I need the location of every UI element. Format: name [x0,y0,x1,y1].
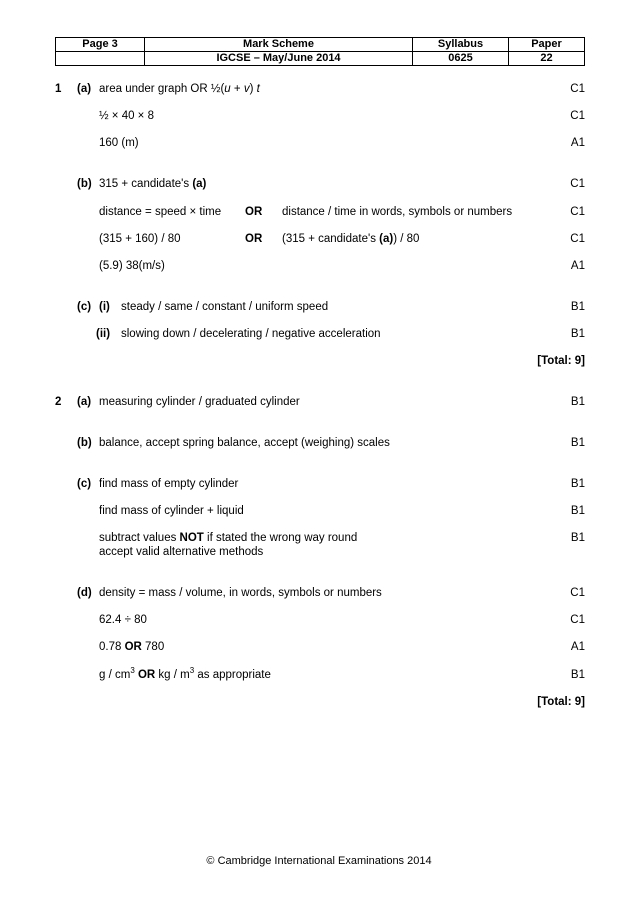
answer-line: 0.78 OR 780 [99,641,165,653]
mark: B1 [570,532,585,544]
answer-line: accept valid alternative methods [99,546,264,558]
mark: C1 [570,110,585,122]
question-number: 2 [55,396,62,408]
mark: B1 [570,396,585,408]
answer-line: 160 (m) [99,137,139,149]
answer-line: (5.9) 38(m/s) [99,260,165,272]
footer-copyright: © Cambridge International Examinations 2014 [206,855,432,867]
header-paper-number: 22 [509,52,585,66]
answer-line: distance = speed × time [99,206,222,218]
mark: B1 [570,669,585,681]
header-syllabus-label: Syllabus [413,38,509,52]
mark: B1 [570,437,585,449]
answer-line: steady / same / constant / uniform speed [121,301,329,313]
header-table [55,37,585,66]
mark: C1 [570,178,585,190]
answer-alternative: (315 + candidate's (a)) / 80 [282,233,420,245]
answer-line: area under graph OR ½(u + v) t [99,83,260,95]
header-syllabus-code: 0625 [413,52,509,66]
answer-line: measuring cylinder / graduated cylinder [99,396,300,408]
answer-line: subtract values NOT if stated the wrong way round [99,532,358,544]
answer-alternative: distance / time in words, symbols or numbers [282,206,513,218]
mark: A1 [570,137,585,149]
answer-line: g / $cm^3$ OR kg / $m^3$ as appropriate [99,666,271,681]
answer-line: 62.4 ÷ 80 [99,614,147,626]
mark: B1 [570,505,585,517]
or-label: OR [245,233,263,245]
header-exam: IGCSE – May/June 2014 [145,52,413,66]
mark: C1 [570,614,585,626]
answer-line: ½ × 40 × 8 [99,110,154,122]
answer-line: balance, accept spring balance, accept (weighing) scales [99,437,390,449]
mark: C1 [570,206,585,218]
total-marks: [Total: 9] [537,355,585,367]
mark: A1 [570,260,585,272]
mark: A1 [570,641,585,653]
answer-line: find mass of cylinder + liquid [99,505,244,517]
part-label: (c) [77,478,92,490]
mark: B1 [570,301,585,313]
mark: C1 [570,233,585,245]
mark: C1 [570,83,585,95]
header-empty-cell [56,52,145,66]
answer-line: find mass of empty cylinder [99,478,239,490]
part-label: (b) [77,437,92,449]
part-label: (a) [77,396,92,408]
header-page: Page 3 [56,38,145,52]
part-label: (a) [77,83,92,95]
subpart-label: (ii) [96,328,111,340]
header-mark-scheme: Mark Scheme [145,38,413,52]
total-marks: [Total: 9] [537,696,585,708]
mark: B1 [570,328,585,340]
or-label: OR [245,206,263,218]
header-paper-label: Paper [509,38,585,52]
answer-line: slowing down / decelerating / negative acceleration [121,328,381,340]
mark: B1 [570,478,585,490]
answer-line: density = mass / volume, in words, symbols or numbers [99,587,382,599]
question-number: 1 [55,83,62,95]
part-label: (b) [77,178,92,190]
part-label: (d) [77,587,92,599]
answer-line: (315 + 160) / 80 [99,233,181,245]
part-label: (c) [77,301,92,313]
mark: C1 [570,587,585,599]
answer-line: 315 + candidate's (a) [99,178,207,190]
subpart-label: (i) [99,301,110,313]
